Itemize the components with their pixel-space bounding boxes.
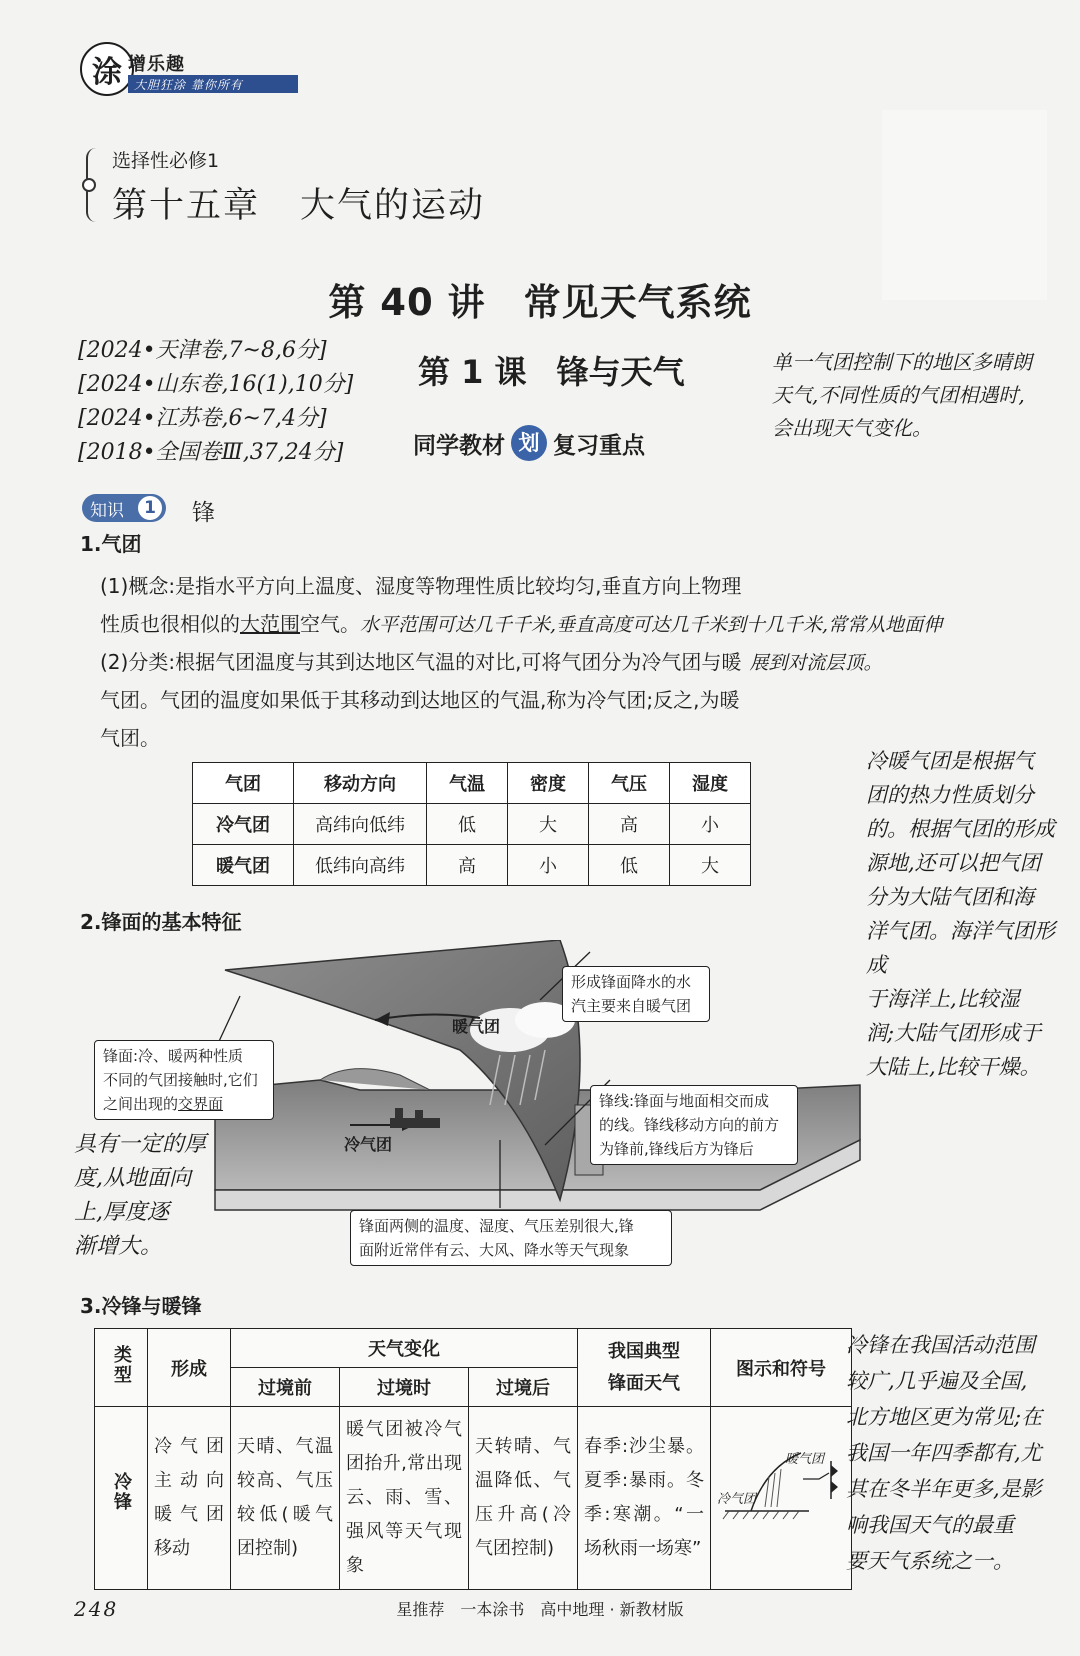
note-line: 冷锋在我国活动范围	[846, 1333, 1035, 1357]
note-line: 单一气团控制下的地区多晴朗	[772, 350, 1032, 374]
rain-icon	[765, 1469, 781, 1507]
handwritten-note-top	[772, 346, 1057, 445]
chapter-subtitle: 选择性必修1	[112, 150, 220, 172]
note-line: 冷暖气团是根据气	[866, 749, 1034, 773]
callout-line: 面附近常伴有云、大风、降水等天气现象	[359, 1241, 630, 1259]
exam-references	[78, 334, 353, 470]
table-row	[95, 1407, 852, 1590]
table-cell: 天转晴、气温降低、气压升高(冷气团控制)	[469, 1407, 578, 1590]
concept-text: 性质也很相似的	[100, 612, 240, 636]
cold-front-table	[94, 1328, 852, 1590]
callout-front-weather	[350, 1210, 672, 1266]
table-cell: 天晴、气温较高、气压较低(暖气团控制)	[231, 1407, 340, 1590]
typical-header-line: 我国典型	[608, 1340, 680, 1362]
concept-keyword: 大范围	[240, 612, 300, 636]
note-line: 团的热力性质划分	[866, 783, 1034, 807]
note-line: 要天气系统之一。	[846, 1549, 1014, 1573]
cold-front-triangle-icon	[831, 1465, 838, 1477]
concept-text-end: 空气。	[300, 612, 360, 636]
table-cell: 高纬向低纬	[294, 804, 427, 845]
note-line: 源地,还可以把气团	[866, 851, 1041, 875]
note-line: 北方地区更为常见;在	[846, 1405, 1043, 1429]
table-header	[95, 1329, 148, 1407]
concept-line-2	[100, 608, 942, 637]
callout-line: 锋线:锋面与地面相交而成	[599, 1092, 770, 1110]
table-header: 过境后	[469, 1368, 578, 1407]
class-line-2: 气团。气团的温度如果低于其移动到达地区的气温,称为冷气团;反之,为暖	[100, 688, 740, 712]
lecture-name: 常见天气系统	[523, 281, 752, 324]
callout-line	[103, 1092, 265, 1116]
highlight-badge: 划	[511, 425, 547, 461]
lesson-title	[418, 347, 685, 393]
note-line: 分为大陆气团和海	[866, 885, 1034, 909]
chapter-name: 大气的运动	[300, 186, 486, 226]
callout-line: 锋面:冷、暖两种性质	[103, 1047, 244, 1065]
callout-keyword: 交界面	[178, 1095, 224, 1113]
typical-header-line: 锋面天气	[608, 1372, 680, 1394]
table-cell: 大	[508, 804, 589, 845]
lesson-number: 第 1 课	[418, 353, 527, 391]
note-line: 响我国天气的最重	[846, 1513, 1014, 1537]
callout-line: 不同的气团接触时,它们	[103, 1071, 258, 1089]
table-row	[193, 845, 751, 886]
table-cell: 低	[589, 845, 670, 886]
brace-dot-icon	[82, 178, 96, 192]
table-cell: 小	[670, 804, 751, 845]
table-cell: 大	[670, 845, 751, 886]
knowledge-badge	[82, 494, 166, 522]
callout-text: 之间出现的	[103, 1095, 179, 1113]
note-line: 润;大陆气团形成于	[866, 1021, 1042, 1045]
exam-ref: [2024•江苏卷,6~7,4分]	[78, 406, 327, 431]
type-header: 类型	[111, 1345, 132, 1385]
table-cell: 暖气团被冷气团抬升,常出现云、雨、雪、强风等天气现象	[340, 1407, 469, 1590]
table-header: 气温	[427, 763, 508, 804]
table-cell: 高	[589, 804, 670, 845]
air-mass-table	[192, 762, 751, 886]
class-line-1	[100, 646, 882, 675]
table-cell	[95, 1407, 148, 1590]
note-line: 天气,不同性质的气团相遇时,	[772, 383, 1025, 407]
type-cold-front: 冷锋	[111, 1472, 132, 1512]
concept-line-1: (1)概念:是指水平方向上温度、湿度等物理性质比较均匀,垂直方向上物理	[100, 574, 742, 598]
handwritten-annotation: 水平范围可达几千千米,垂直高度可达几千米到十几千米,常常从地面伸	[360, 614, 943, 636]
logo-name: 增乐趣	[128, 54, 185, 75]
knowledge-label: 知识	[90, 500, 124, 521]
table-header: 气团	[193, 763, 294, 804]
note-line: 我国一年四季都有,尤	[846, 1441, 1042, 1465]
note-line: 洋气团。海洋气团形成	[866, 919, 1055, 977]
callout-line: 汽主要来自暖气团	[571, 997, 692, 1015]
class-line-3: 气团。	[100, 726, 160, 750]
table-cell: 暖气团	[193, 845, 294, 886]
table-header: 移动方向	[294, 763, 427, 804]
class-text: (2)分类:根据气团温度与其到达地区气温的对比,可将气团分为冷气团与暖	[100, 650, 742, 674]
table-header: 天气变化	[231, 1329, 578, 1368]
note-line: 其在冬半年更多,是影	[846, 1477, 1042, 1501]
table-cell: 低纬向高纬	[294, 845, 427, 886]
table-header: 过境时	[340, 1368, 469, 1407]
callout-line: 锋面两侧的温度、湿度、气压差别很大,锋	[359, 1217, 634, 1235]
note-line: 于海洋上,比较湿	[866, 987, 1020, 1011]
table-header: 过境前	[231, 1368, 340, 1407]
note-line: 的。根据气团的形成	[866, 817, 1055, 841]
callout-line: 形成锋面降水的水	[571, 973, 692, 991]
section-title-air-mass: 1.气团	[80, 532, 142, 556]
callout-front-surface	[94, 1040, 274, 1120]
table-header-row	[95, 1329, 852, 1368]
callout-front-line	[590, 1085, 798, 1165]
symbol-cold-label: 冷气团	[717, 1492, 757, 1507]
lecture-title	[0, 272, 1080, 326]
review-suffix: 复习重点	[553, 432, 645, 459]
cold-air-label: 冷气团	[344, 1135, 393, 1154]
table-header	[578, 1329, 711, 1407]
logo-slogan: 大胆狂涂 靠你所有	[128, 75, 298, 93]
review-heading	[413, 425, 645, 461]
table-row	[193, 804, 751, 845]
logo-mark: 涂	[80, 42, 134, 96]
exam-ref: [2024•天津卷,7~8,6分]	[78, 338, 327, 363]
table-header: 密度	[508, 763, 589, 804]
knowledge-number: 1	[136, 494, 164, 522]
note-line: 较广,几乎遍及全国,	[846, 1369, 1028, 1393]
note-line: 具有一定的厚	[74, 1132, 207, 1157]
knowledge-title: 锋	[192, 500, 215, 526]
callout-line: 的线。锋线移动方向的前方	[599, 1116, 780, 1134]
table-cell: 冷气团	[193, 804, 294, 845]
callout-line: 为锋前,锋线后方为锋后	[599, 1140, 754, 1158]
warm-air-label: 暖气团	[452, 1017, 501, 1036]
table-cell: 冷气团主动向暖气团移动	[148, 1407, 231, 1590]
callout-vapor	[562, 966, 710, 1022]
note-line: 大陆上,比较干燥。	[866, 1055, 1041, 1079]
review-prefix: 同学教材	[413, 432, 505, 459]
table-header: 图示和符号	[711, 1329, 852, 1407]
chapter-number: 第十五章	[112, 186, 261, 226]
exam-ref: [2024•山东卷,16(1),10分]	[78, 372, 354, 397]
note-line: 渐增大。	[74, 1234, 163, 1259]
section-title-front: 2.锋面的基本特征	[80, 910, 242, 934]
handwritten-note-air-mass	[866, 744, 1058, 1084]
handwritten-note-cold-front	[846, 1327, 1056, 1579]
table-header: 形成	[148, 1329, 231, 1407]
symbol-cell	[711, 1407, 852, 1590]
exam-ref: [2018•全国卷Ⅲ,37,24分]	[78, 440, 344, 465]
table-header: 湿度	[670, 763, 751, 804]
note-line: 会出现天气变化。	[772, 416, 932, 440]
table-header-row	[193, 763, 751, 804]
table-header: 气压	[589, 763, 670, 804]
section-title-fronts: 3.冷锋与暖锋	[80, 1294, 202, 1318]
note-line: 上,厚度逐	[74, 1200, 169, 1225]
handwritten-annotation: 展到对流层顶。	[749, 652, 883, 674]
handwritten-note-thickness	[74, 1128, 224, 1264]
footer-text: 星推荐 一本涂书 高中地理 · 新教材版	[396, 1600, 684, 1619]
lecture-number: 第 40 讲	[328, 281, 486, 324]
note-line: 度,从地面向	[74, 1166, 191, 1191]
table-cell: 高	[427, 845, 508, 886]
table-cell: 小	[508, 845, 589, 886]
table-cell: 春季:沙尘暴。夏季:暴雨。冬季:寒潮。“一场秋雨一场寒”	[578, 1407, 711, 1590]
symbol-warm-label: 暖气团	[785, 1452, 825, 1467]
table-cell: 低	[427, 804, 508, 845]
lesson-name: 锋与天气	[556, 353, 685, 391]
page-number: 248	[74, 1597, 119, 1621]
chapter-title	[112, 178, 485, 228]
cold-front-triangle-icon	[831, 1481, 838, 1493]
